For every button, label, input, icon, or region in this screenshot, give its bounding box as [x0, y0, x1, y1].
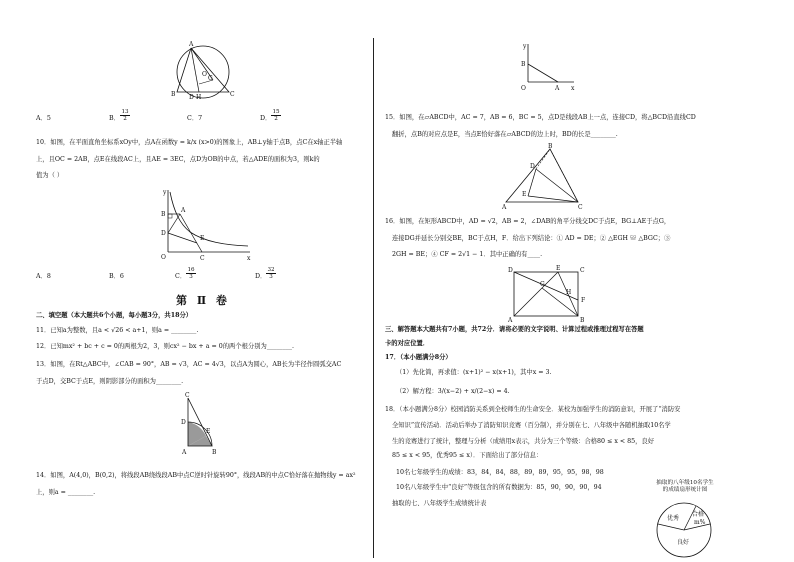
figure-shaded-sector	[176, 394, 226, 458]
label-C: C	[185, 392, 190, 399]
axis-y-label: y	[163, 189, 167, 196]
label-D: D	[189, 94, 194, 101]
q10-choice-a: A．8	[36, 273, 51, 280]
q18-grade8-data: 10名八年级学生中“良好”等级包含的所有数据为：85，90，90，90，94	[396, 484, 602, 491]
q16-line-3: 2GH = BE；④ CF = 2√1 − 1．其中正确的有____.	[392, 251, 543, 258]
q10-line-2: 上，且OC = 2AB，点E在线段AC上，且AE = 3EC，点D为OB的中点，若△ADE的面积为3，则k的	[36, 156, 320, 163]
label-E: E	[206, 428, 211, 435]
q10-frac-d	[266, 267, 276, 281]
label-C: C	[578, 204, 583, 211]
figure-circle-triangle	[165, 40, 245, 100]
q18-line-1: 18．（本小题满分8分）校园消防关系到全校师生的生命安全．某校为加强学生的消防意识，开展了“消防安	[385, 406, 681, 413]
q12: 12．已知mx² + bc + c = 0的两根为2，3，则cx² − bx + a = 0的两个根分别为________.	[36, 343, 295, 350]
q18-grade7-data: 10名七年级学生的成绩：83，84，84，88，89，89，95，95，98，98	[396, 469, 604, 476]
q10-frac-c-num: 16	[187, 267, 195, 273]
axis-x-label: x	[247, 255, 251, 262]
q15-line-2: 翻折，点B的对应点是E，当点E恰好落在▱ABCD的边上时，BD的长是________.	[392, 131, 618, 138]
pie-label-excellent: 优秀	[667, 515, 680, 522]
label-B: B	[580, 317, 585, 324]
q9-frac-d-num: 15	[272, 109, 280, 115]
figure-axes-triangle	[514, 42, 578, 94]
q18-line-4: 85 ≤ x < 95，优秀95 ≤ x）．下面给出了部分信息：	[392, 452, 543, 459]
q10-frac-d-num: 32	[267, 267, 275, 273]
q18-line-3: 生的竞赛进行了统计，整理与分析（成绩用x表示，共分为三个等级：合格80 ≤ x < 85，良好	[392, 438, 655, 445]
q15-line-1: 15．如图，在▱ABCD中，AC = 7，AB = 6，BC = 5，点D是线段AB上一点，连接CD，将△BCD沿直线CD	[385, 114, 696, 121]
axis-y-label: y	[523, 43, 527, 50]
q9-choice-d: D．	[260, 115, 272, 122]
q9-frac-b	[120, 109, 130, 123]
q10-line-3: 值为（ ）	[36, 172, 64, 179]
label-H: H	[566, 289, 572, 296]
q10-line-1: 10．如图，在平面直角坐标系xOy中，点A在函数y = k/x (x>0)的图象上，AB⊥y轴于点B，点C在x轴正半轴	[36, 139, 343, 146]
q16-line-2: 连接DG并延长分别交BE，BC于点H，F．给出下列结论：① AD = DE；② △EGH ≌ △BGC；③	[392, 235, 671, 242]
q13-line-1: 13．如图，在Rt△ABC中，∠CAB = 90°，AB = √3，AC = 4√3，以点A为圆心，AB长为半径作圆弧交AC	[36, 361, 342, 368]
pie-chart	[630, 500, 740, 560]
label-F: F	[581, 297, 586, 304]
q10-choice-d: D．	[255, 273, 267, 280]
label-O: O	[521, 85, 526, 92]
label-A: A	[189, 41, 194, 48]
q11: 11．已知a为整数，且a < √26 < a+1，则a = ________.	[36, 327, 199, 334]
q10-choice-b: B．6	[109, 273, 124, 280]
label-A: A	[182, 449, 187, 456]
pie-label-pass: 合格	[692, 511, 705, 518]
q9-frac-b-num: 13	[121, 109, 129, 115]
label-D: D	[161, 230, 166, 237]
q17-part-1: （1）先化简，再求值：(x+1)² − x(x+1)，其中x = 3.	[396, 369, 552, 376]
column-divider	[373, 38, 374, 558]
label-E: E	[556, 265, 561, 272]
q9-choice-a: A．5	[36, 115, 51, 122]
label-D: D	[530, 163, 535, 170]
label-G: G	[540, 281, 545, 288]
label-A: A	[555, 85, 560, 92]
pie-title-line-2: 的成绩扇形统计图	[662, 487, 708, 494]
q14-line-2: 上，则a = ________.	[36, 489, 96, 496]
label-C: C	[200, 255, 205, 262]
label-B: B	[161, 211, 166, 218]
label-E: E	[522, 191, 527, 198]
q9-frac-b-den: 2	[120, 115, 130, 122]
q10-choice-c: C．	[175, 273, 187, 280]
q17-heading: 17．（本小题满分8分）	[385, 354, 452, 361]
pie-label-good: 良好	[677, 539, 690, 546]
q9-choice-b	[109, 115, 120, 123]
q9-choice-c: C．7	[187, 115, 203, 122]
q18-table-title: 抽取的七、八年级学生成绩统计表	[392, 500, 487, 507]
q10-frac-c-den: 3	[186, 273, 196, 280]
label-A: A	[508, 317, 513, 324]
pie-label-pass-pct: m%	[694, 519, 706, 526]
q10-frac-d-den: 3	[266, 273, 276, 280]
figure-rectangle	[506, 264, 590, 324]
label-B: B	[548, 143, 553, 150]
figure-parallelogram-fold	[500, 143, 595, 211]
label-O: O	[161, 254, 166, 261]
label-B: B	[212, 449, 217, 456]
label-H: H	[196, 94, 202, 101]
pie-title-line-1: 抽取的八年级10名学生	[656, 480, 714, 486]
section-ii-title: 第 Ⅱ 卷	[176, 294, 230, 307]
label-A: A	[181, 207, 186, 214]
axis-x-label: x	[571, 85, 575, 92]
label-C: C	[230, 91, 235, 98]
label-C: C	[580, 267, 585, 274]
q14-line-1: 14．如图，A(4,0)，B(0,2)，将线段AB绕线段AB中点C逆时针旋转90°，线段AB的中点C恰好落在抛物线y = ax²	[36, 472, 356, 479]
label-D: D	[508, 267, 513, 274]
q18-line-2: 全知识”宣传活动．活动后举办了消防知识竞赛（百分制），并分别在七、八年级中各随机抽取10名学	[392, 422, 671, 429]
section-ii-heading: 二、填空题（本大题共6个小题，每小题3分，共18分）	[36, 312, 193, 319]
label-B: B	[171, 91, 176, 98]
section-iii-line-2: 卡的对应位置．	[385, 340, 430, 347]
q17-part-2: （2）解方程：3/(x−2) + x/(2−x) = 4.	[396, 388, 510, 395]
q10-frac-c	[186, 267, 196, 281]
label-E: E	[200, 235, 205, 242]
q9-choice-b-label: B．	[109, 115, 120, 122]
section-iii-line-1: 三、解答题本大题共有7小题，共72分．请将必要的文字说明、计算过程或推理过程写在答题	[385, 326, 644, 333]
pie-title	[630, 480, 740, 495]
label-O: O	[202, 71, 207, 78]
label-B: B	[521, 61, 526, 68]
q16-line-1: 16．如图，在矩形ABCD中，AD = √2，AB = 2，∠DAB的角平分线交DC于点E，BG⊥AE于点G，	[385, 218, 671, 225]
q9-frac-d	[271, 109, 281, 123]
label-G: G	[208, 75, 213, 82]
figure-hyperbola	[150, 188, 255, 262]
label-A: A	[502, 204, 507, 211]
q13-line-2: 于点D，交BC于点E，则阴影部分的面积为________.	[36, 378, 184, 385]
q9-frac-d-den: 2	[271, 115, 281, 122]
label-D: D	[181, 419, 186, 426]
